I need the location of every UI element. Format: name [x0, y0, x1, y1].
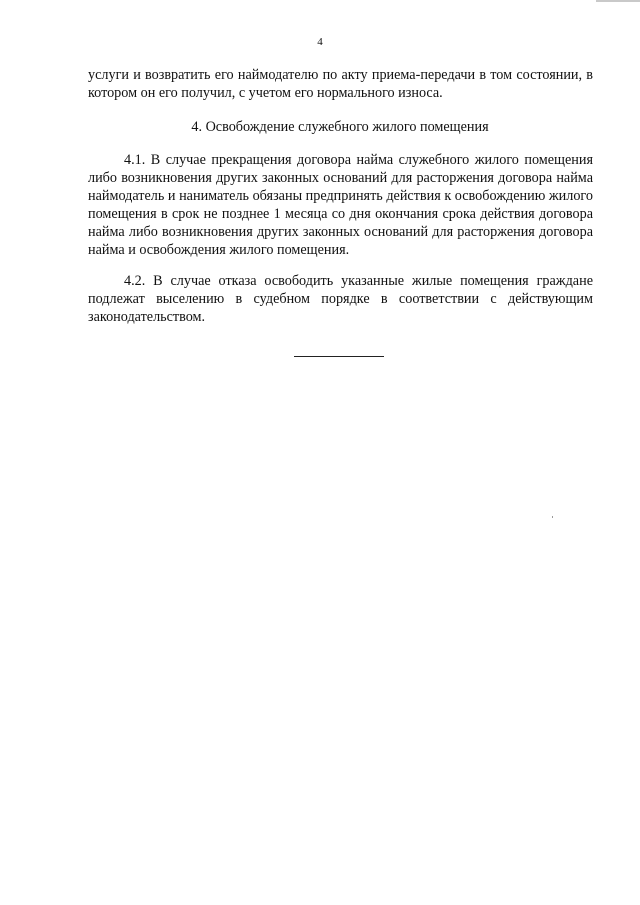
page-number: 4	[317, 36, 323, 48]
scan-speck	[552, 516, 553, 518]
continuation-paragraph: услуги и возвратить его наймодателю по акту приема-передачи в том состоянии, в котором он его получил, с учетом его нормального износа.	[88, 67, 593, 101]
section-heading: 4. Освобождение служебного жилого помещения	[191, 119, 489, 135]
scan-edge-mark	[596, 0, 640, 2]
closing-separator-line	[294, 356, 384, 357]
paragraph-4-1: 4.1. В случае прекращения договора найма служебного жилого помещения либо возникновения других законных оснований для расторжения договора найма наймодатель и наниматель обязаны предпринять действия к освобождению жилого помещения в срок не позднее 1 месяца со дня окончания срока действия договора найма либо возникновения других законных оснований для расторжения договора найма и освобождения жилого помещения.	[88, 152, 593, 258]
paragraph-4-2: 4.2. В случае отказа освободить указанные жилые помещения граждане подлежат выселению в судебном порядке в соответствии с действующим законодательством.	[88, 273, 593, 325]
